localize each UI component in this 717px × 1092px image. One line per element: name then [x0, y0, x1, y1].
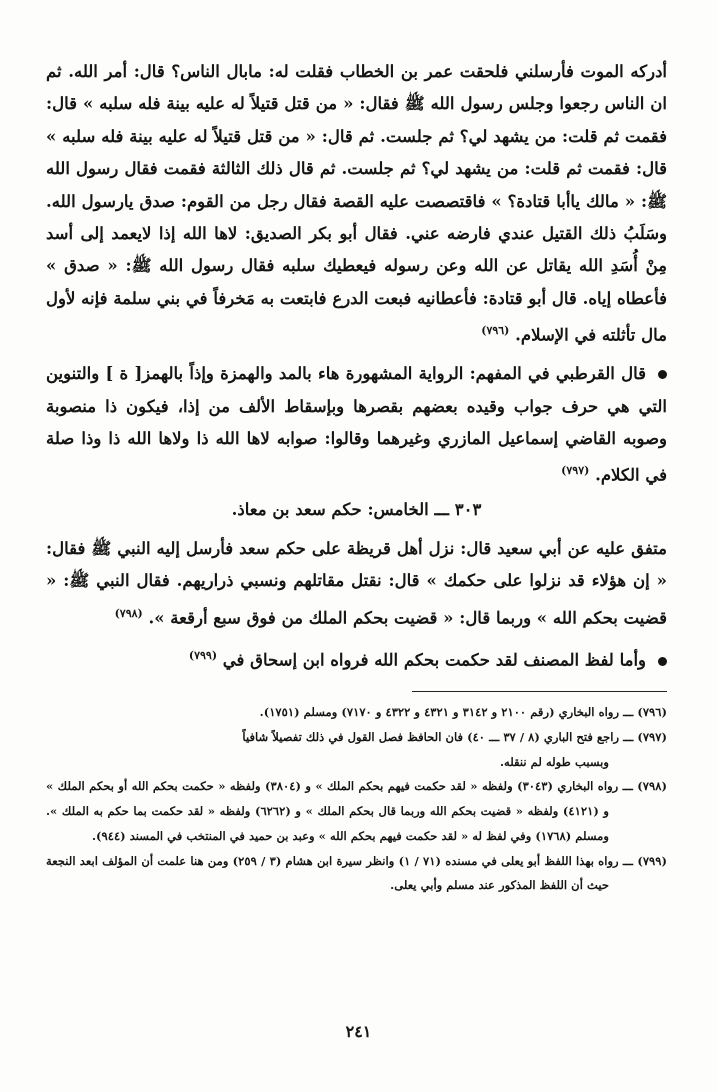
main-text	[46, 56, 667, 677]
paragraph-musannif-wording: وأما لفظ المصنف لقد حكمت بحكم الله فرواه ابن إسحاق في $^{(٧٩٩)}$	[46, 640, 667, 677]
footnote-796: (٧٩٦) ـــ رواه البخاري (رقم ٢١٠٠ و ٣١٤٢ و ٤٣٢١ و ٤٣٢٢ و ٧١٧٠) ومسلم (١٧٥١).	[259, 705, 667, 720]
bullet-icon	[658, 657, 667, 666]
footnote-divider	[412, 691, 667, 692]
paragraph-saad-ibn-muadh: متفق عليه عن أبي سعيد قال: نزل أهل قريظة على حكم سعد فأرسل إليه النبي ﷺ فقال: « إن هؤلاء قد نزلوا على حكمك » قال: نقتل مقاتلهم ونسبي ذراريهم. فقال النبي ﷺ: « قضيت بحكم الله » وربما قال: « قضيت بحكم الملك من فوق سبع أرقعة ». $^{(٧٩٨)}$	[46, 538, 667, 627]
footnote-ref-798[interactable]: (٧٩٨)	[114, 606, 143, 620]
footnote-798: (٧٩٨) ـــ رواه البخاري (٣٠٤٣) ولفظه « لقد حكمت فيهم بحكم الملك » و (٣٨٠٤) ولفظه « حكمت بحكم الله أو بحكم الملك » و (٤١٢١) ولفظه « قضيت بحكم الله وربما قال بحكم الملك » و (٦٢٦٢) ولفظه « لقد حكمت بما حكم به الملك ». ومسلم (١٧٦٨) وفي لفظ له « لقد حكمت فيهم بحكم الله » وعبد بن حميد في المنتخب في المسند (٩٤٤).	[46, 779, 667, 843]
footnotes	[46, 700, 667, 898]
footnote-797: (٧٩٧) ـــ راجع فتح الباري (٨ / ٣٧ ـــ ٤٠) فان الحافظ فصل القول في ذلك تفصيلاً شافياً	[242, 730, 667, 745]
footnote-ref-797[interactable]: (٧٩٧)	[561, 464, 590, 478]
footnote-799: (٧٩٩) ـــ رواه بهذا اللفظ أبو يعلى في مسنده (٧١ / ١) وانظر سيرة ابن هشام (٣ / ٢٥٩) ومن هنا علمت أن المؤلف ابعد النجعة حيث أن اللفظ المذكور عند مسلم وأبي يعلى.	[46, 853, 667, 893]
paragraph-qurtubi: قال القرطبي في المفهم: الرواية المشهورة هاء بالمد والهمزة وإذاً بالهمز[ ة ] والتنوين التي هي حرف جواب وقيده بعضهم بقصرها وبإسقاط الألف من إذا، فيكون ذا منصوبة وصوبه القاضي إسماعيل المازري وغيرهما وقالوا: صوابه لاها الله ذا ولاها الله ذا وذا صلة في الكلام. $^{(٧٩٧)}$	[46, 364, 667, 485]
paragraph-hadith-abu-qatada: أدركه الموت فأرسلني فلحقت عمر بن الخطاب فقلت له: مابال الناس؟ قال: أمر الله. ثم ان الناس رجعوا وجلس رسول الله ﷺ فقال: « من قتل قتيلاً له عليه بينة فله سلبه » قال: فقمت ثم قلت: من يشهد لي؟ ثم جلست. ثم قال: « من قتل قتيلاً له عليه بينة فله سلبه » قال: فقمت ثم قلت: من يشهد لي؟ ثم جلست. ثم قال ذلك الثالثة فقمت فقال رسول الله ﷺ: « مالك ياأبا قتادة؟ » فاقتصصت عليه القصة فقال رجل من القوم: صدق يارسول الله. وسَلَبُ ذلك القتيل عندي فارضه عني. فقال أبو بكر الصديق: لاها الله إذا لايعمد إلى أسد مِنْ أُسَدِ الله يقاتل عن الله وعن رسوله فيعطيك سلبه فقال رسول الله ﷺ: « صدق » فأعطاه إياه. قال أبو قتادة: فأعطانيه فبعت الدرع فابتعت به مَخرفاً في بني سلمة فإنه لأول مال تأثلته في الإسلام. $^{(٧٩٦)}$	[46, 62, 667, 345]
footnote-797-continuation: وبسبب طوله لم ننقله.	[499, 754, 609, 769]
footnote-ref-796[interactable]: (٧٩٦)	[481, 324, 510, 338]
section-heading: ٣٠٣ ـــ الخامس: حكم سعد بن معاذ.	[231, 500, 482, 520]
footnote-ref-799[interactable]: (٧٩٩)	[188, 649, 218, 663]
bullet-icon	[658, 370, 667, 379]
page-number: ٢٤١	[345, 1022, 372, 1041]
